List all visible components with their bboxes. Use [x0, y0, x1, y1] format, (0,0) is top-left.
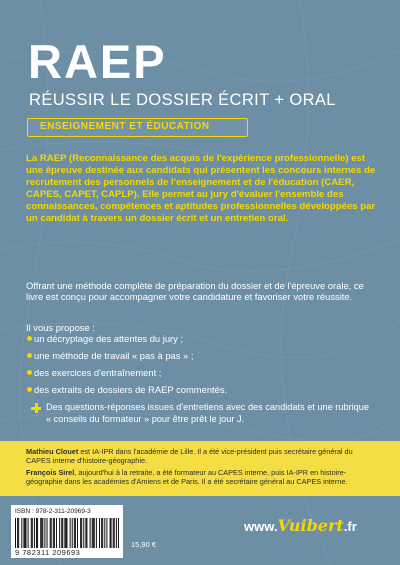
- body-paragraph: Offrant une méthode complète de préparation du dossier et de l'épreuve orale, ce livre est conçu pour accompagner votre candidature et favoriser votre réussite.: [26, 280, 364, 303]
- publisher-url-suffix: .fr: [343, 519, 357, 534]
- publisher-url[interactable]: [244, 518, 357, 535]
- bonus-feature-text: Des questions-réponses issues d'entretiens avec des candidats et une rubrique « conseils du formateur » pour être prêt le jour J.: [46, 402, 369, 424]
- author-bio-text: est IA-IPR dans l'académie de Lille. Il a été vice-président puis secrétaire général du CAPES interne d'histoire-géographie.: [26, 447, 353, 466]
- bullet-dot-icon: [27, 353, 32, 358]
- author-bio: [26, 447, 374, 466]
- publisher-url-prefix: www.: [244, 519, 278, 534]
- author-bio: [26, 468, 374, 487]
- bullet-dot-icon: [27, 387, 32, 392]
- propose-heading: Il vous propose :: [26, 322, 95, 333]
- barcode-block: [11, 505, 123, 558]
- list-item: [26, 350, 378, 367]
- isbn-text: ISBN : 978-2-311-20969-3: [15, 508, 91, 515]
- list-item: [26, 367, 378, 384]
- feature-list: [26, 333, 378, 401]
- intro-paragraph: La RAEP (Reconnaissance des acquis de l'expérience professionnelle) est une épreuve destinée aux candidats qui présentent les concours internes de recrutement des personnels de l'enseignement et de l'éducation (CAER, CAPES, CAPET, CAPLP). Elle permet au jury d'évaluer l'ensemble des connaissances, compétences et aptitudes professionnelles développées par un candidat à travers un dossier écrit et un entretien oral.: [26, 153, 376, 224]
- list-item-text: un décryptage des attentes du jury ;: [34, 333, 184, 344]
- book-subtitle: RÉUSSIR LE DOSSIER ÉCRIT + ORAL: [29, 91, 336, 109]
- list-item-text: des exercices d'entraînement ;: [34, 367, 162, 378]
- bullet-dot-icon: [27, 370, 32, 375]
- list-item-text: des extraits de dossiers de RAEP commentés.: [34, 384, 228, 395]
- barcode-digits: 9 782311 209693: [15, 548, 81, 557]
- price: 15,90 €: [131, 540, 157, 549]
- list-item: [26, 333, 378, 350]
- publisher-logo: Vuibert: [277, 516, 344, 535]
- authors-band: [0, 441, 400, 496]
- category-banner: ENSEIGNEMENT ET ÉDUCATION: [27, 118, 248, 137]
- author-bio-text: , aujourd'hui à la retraite, a été formateur au CAPES interne, puis IA-IPR en histoire-géographie dans les académies d'Amiens et de Paris. Il a été secrétaire général au CAPES interne.: [26, 467, 348, 487]
- book-title: RAEP: [28, 35, 167, 88]
- barcode-icon: [15, 518, 119, 548]
- author-name: Mathieu Clouet: [26, 447, 79, 456]
- list-item: [26, 384, 378, 401]
- list-item-text: une méthode de travail « pas à pas » ;: [34, 350, 194, 361]
- author-name: François Sirel: [26, 467, 75, 477]
- bullet-dot-icon: [27, 336, 32, 341]
- plus-icon: [31, 403, 41, 413]
